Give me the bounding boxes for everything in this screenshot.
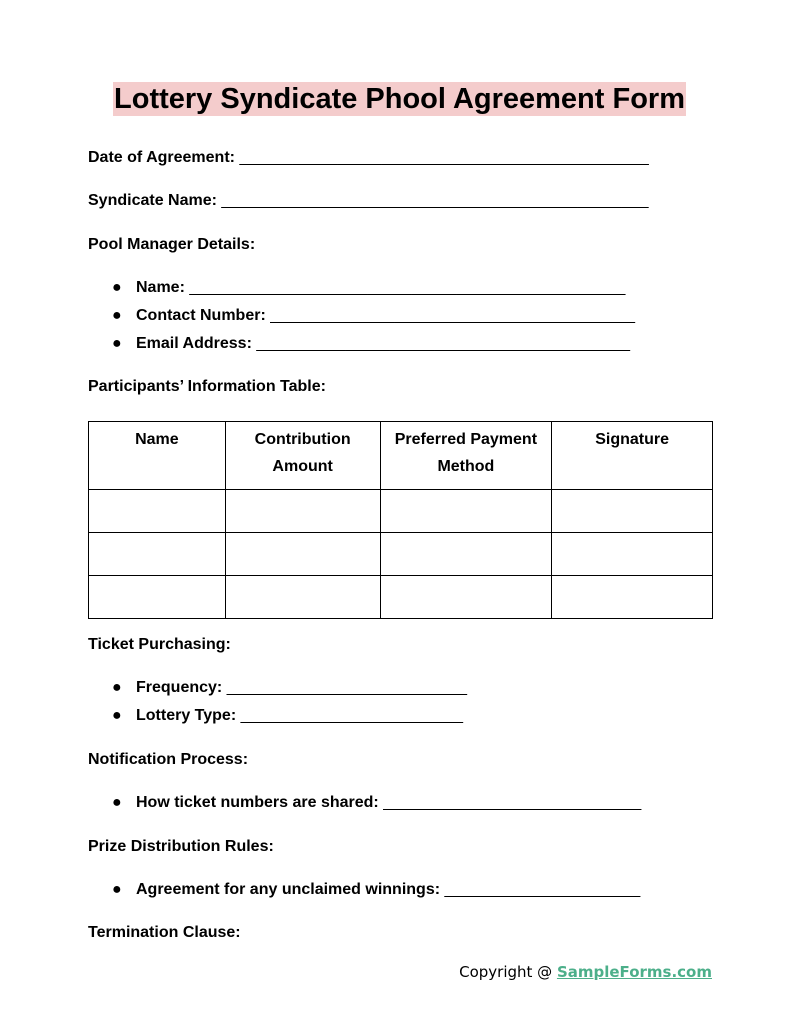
date-of-agreement-label: Date of Agreement: — [88, 149, 235, 166]
termination-heading: Termination Clause: — [88, 924, 241, 941]
bullet-icon: ● — [112, 881, 122, 898]
manager-email-field[interactable] — [136, 334, 630, 354]
frequency-blank[interactable]: ___________________________ — [226, 679, 467, 696]
participants-table — [88, 421, 713, 619]
column-header-contribution: Contribution Amount — [225, 422, 380, 490]
table-cell[interactable] — [552, 490, 713, 533]
bullet-icon: ● — [112, 679, 122, 696]
table-row — [89, 533, 713, 576]
manager-name-field[interactable] — [136, 278, 625, 298]
manager-contact-label: Contact Number: — [136, 307, 266, 324]
table-cell[interactable] — [225, 576, 380, 619]
manager-email-blank[interactable]: __________________________________________ — [256, 335, 631, 352]
sampleforms-link[interactable]: SampleForms.com — [556, 963, 712, 981]
table-cell[interactable] — [89, 576, 226, 619]
ticket-purchasing-heading: Ticket Purchasing: — [88, 636, 231, 653]
pool-manager-heading: Pool Manager Details: — [88, 236, 256, 253]
unclaimed-winnings-label: Agreement for any unclaimed winnings: — [136, 881, 441, 898]
syndicate-name-label: Syndicate Name: — [88, 192, 217, 209]
table-cell[interactable] — [552, 576, 713, 619]
lottery-type-label: Lottery Type: — [136, 707, 237, 724]
bullet-icon: ● — [112, 794, 122, 811]
table-row — [89, 490, 713, 533]
manager-name-blank[interactable]: _________________________________________________ — [189, 279, 626, 296]
table-cell[interactable] — [225, 490, 380, 533]
ticket-numbers-shared-label: How ticket numbers are shared: — [136, 794, 379, 811]
prize-distribution-heading: Prize Distribution Rules: — [88, 838, 274, 855]
unclaimed-winnings-field[interactable] — [136, 880, 640, 900]
copyright-text: Copyright @ — [459, 963, 557, 981]
lottery-type-field[interactable] — [136, 706, 463, 726]
manager-name-label: Name: — [136, 279, 185, 296]
bullet-icon: ● — [112, 307, 122, 324]
table-cell[interactable] — [380, 533, 552, 576]
bullet-icon: ● — [112, 707, 122, 724]
column-header-name: Name — [89, 422, 226, 490]
notification-heading: Notification Process: — [88, 751, 249, 768]
ticket-numbers-shared-field[interactable] — [136, 793, 641, 813]
table-header-row — [89, 422, 713, 490]
table-cell[interactable] — [89, 533, 226, 576]
bullet-icon: ● — [112, 335, 122, 352]
frequency-field[interactable] — [136, 678, 467, 698]
table-cell[interactable] — [380, 490, 552, 533]
manager-contact-blank[interactable]: _________________________________________ — [270, 307, 636, 324]
table-cell[interactable] — [380, 576, 552, 619]
unclaimed-winnings-blank[interactable]: ______________________ — [444, 881, 641, 898]
table-cell[interactable] — [225, 533, 380, 576]
manager-contact-field[interactable] — [136, 306, 635, 326]
syndicate-name-field[interactable] — [88, 191, 649, 211]
participants-heading: Participants’ Information Table: — [88, 378, 326, 395]
date-of-agreement-blank[interactable]: ______________________________________________ — [239, 149, 649, 166]
manager-email-label: Email Address: — [136, 335, 252, 352]
frequency-label: Frequency: — [136, 679, 223, 696]
lottery-type-blank[interactable]: _________________________ — [240, 707, 464, 724]
table-row — [89, 576, 713, 619]
date-of-agreement-field[interactable] — [88, 148, 649, 168]
column-header-signature: Signature — [552, 422, 713, 490]
title-container — [0, 82, 799, 116]
table-cell[interactable] — [89, 490, 226, 533]
ticket-numbers-shared-blank[interactable]: _____________________________ — [383, 794, 642, 811]
table-cell[interactable] — [552, 533, 713, 576]
bullet-icon: ● — [112, 279, 122, 296]
syndicate-name-blank[interactable]: ________________________________________________ — [221, 192, 649, 209]
footer-copyright — [459, 962, 712, 982]
column-header-payment-method: Preferred Payment Method — [380, 422, 552, 490]
page-title: Lottery Syndicate Phool Agreement Form — [114, 83, 685, 115]
